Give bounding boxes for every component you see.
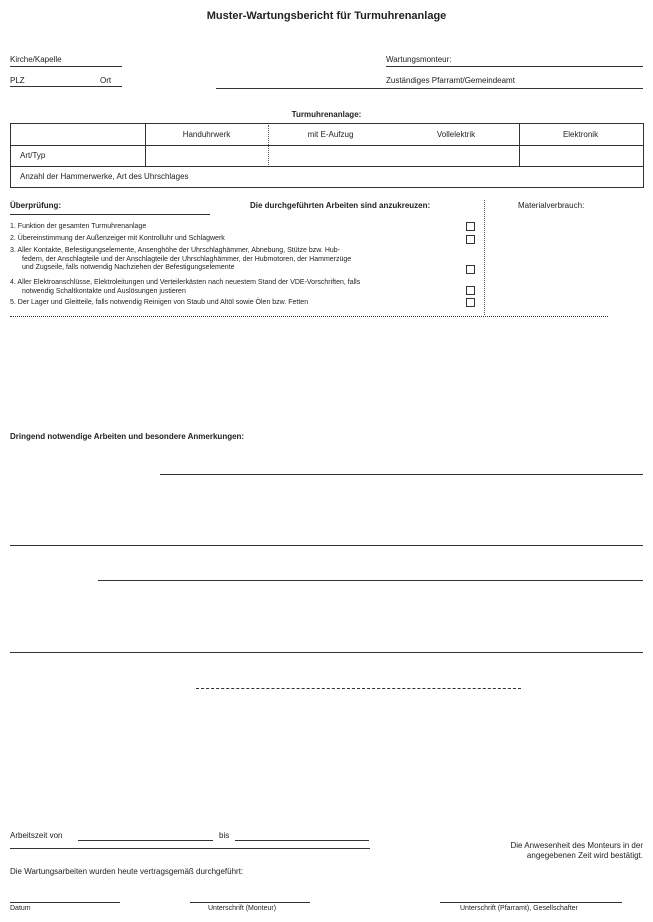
arbeitszeit-underline xyxy=(10,848,370,849)
col-vollelektrik: Vollelektrik xyxy=(436,130,476,139)
check-item-4: 4. Aller Elektroanschlüsse, Elektroleitungen und Verteilerkästen nach neuestem Stand der VDE-Vorschriften, falls notwendig Schaltkontakte und Auslösungen justieren xyxy=(10,279,361,295)
material-heading: Materialverbrauch: xyxy=(518,201,585,210)
page-title: Muster-Wartungsbericht für Turmuhrenanlage xyxy=(206,10,447,22)
durchgefuehrt-text: Die Wartungsarbeiten wurden heute vertragsgemäß durchgeführt: xyxy=(10,867,244,876)
anlage-heading: Turmuhrenanlage: xyxy=(291,110,362,119)
plz-ort-underline xyxy=(10,86,122,87)
checkbox-item-2[interactable] xyxy=(466,235,475,244)
arbeitszeit-label: Arbeitszeit von xyxy=(10,831,63,840)
checkbox-item-3[interactable] xyxy=(466,265,475,274)
unterschrift-monteur-field[interactable] xyxy=(190,902,310,903)
kirche-underline xyxy=(10,66,122,67)
datum-field[interactable] xyxy=(10,902,120,903)
arbeitszeit-bis-field[interactable] xyxy=(235,840,369,841)
row-hammerwerke: Anzahl der Hammerwerke, Art des Uhrschlages xyxy=(20,172,189,181)
col-e-aufzug: mit E-Aufzug xyxy=(307,130,354,139)
ueberpruefung-bottom-line xyxy=(10,316,608,317)
plz-label: PLZ xyxy=(10,76,25,85)
unterschrift-pfarramt-label: Unterschrift (Pfarramt), Gesellschafter xyxy=(460,905,578,912)
unterschrift-monteur-label: Unterschrift (Monteur) xyxy=(208,905,277,912)
datum-label: Datum xyxy=(10,905,31,912)
checkbox-item-1[interactable] xyxy=(466,222,475,231)
anmerkungen-line-4[interactable] xyxy=(10,652,643,653)
monteur-label: Wartungsmonteur: xyxy=(386,55,452,64)
anlage-row-divider-2 xyxy=(10,166,643,167)
instruction-text: Die durchgeführten Arbeiten sind anzukreuzen: xyxy=(250,201,431,210)
anmerkungen-line-3[interactable] xyxy=(98,580,643,581)
unterschrift-pfarramt-field[interactable] xyxy=(440,902,622,903)
bis-label: bis xyxy=(219,831,230,840)
checkbox-item-5[interactable] xyxy=(466,298,475,307)
col-elektronik: Elektronik xyxy=(562,130,599,139)
anwesenheit-line-2: angegebenen Zeit wird bestätigt. xyxy=(526,851,643,860)
arbeitszeit-von-field[interactable] xyxy=(78,840,213,841)
check-item-1: 1. Funktion der gesamten Turmuhrenanlage xyxy=(10,223,147,230)
anwesenheit-line-1: Die Anwesenheit des Monteurs in der xyxy=(510,841,643,850)
row-art-typ: Art/Typ xyxy=(20,151,46,160)
check-item-2: 2. Übereinstimmung der Außenzeiger mit Kontrolluhr und Schlagwerk xyxy=(10,235,225,242)
anmerkungen-line-1[interactable] xyxy=(160,474,643,475)
pfarramt-label: Zuständiges Pfarramt/Gemeindeamt xyxy=(386,76,515,85)
ueberpruefung-heading: Überprüfung: xyxy=(10,201,62,210)
material-divider xyxy=(484,200,485,315)
ueberpruefung-underline xyxy=(10,214,210,215)
col-handuhrwerk: Handuhrwerk xyxy=(182,130,231,139)
anmerkungen-line-5[interactable] xyxy=(196,688,521,689)
monteur-underline xyxy=(386,66,643,67)
anmerkungen-line-2[interactable] xyxy=(10,545,643,546)
checkbox-item-4[interactable] xyxy=(466,286,475,295)
kirche-label: Kirche/Kapelle xyxy=(10,55,62,64)
pfarramt-underline xyxy=(216,88,643,89)
check-item-3: 3. Aller Kontakte, Befestigungselemente, Ansenghöhe der Uhrschlaghämmer, Abnebung, Stütze bzw. Hub- federn, der Anschlagteile und der Anschlagteile der Uhrschlaghämmer, der Hubmotoren, der Hammerzüge und Zugseile, falls notwendig Nachziehen der Befestigungselemente xyxy=(10,247,352,271)
ort-label: Ort xyxy=(100,76,112,85)
anmerkungen-heading: Dringend notwendige Arbeiten und besondere Anmerkungen: xyxy=(10,432,245,441)
check-item-5: 5. Der Lager und Gleitteile, falls notwendig Reinigen von Staub und Altöl sowie Ölen bzw. Fetten xyxy=(10,299,309,306)
anlage-row-divider-1 xyxy=(10,145,643,146)
